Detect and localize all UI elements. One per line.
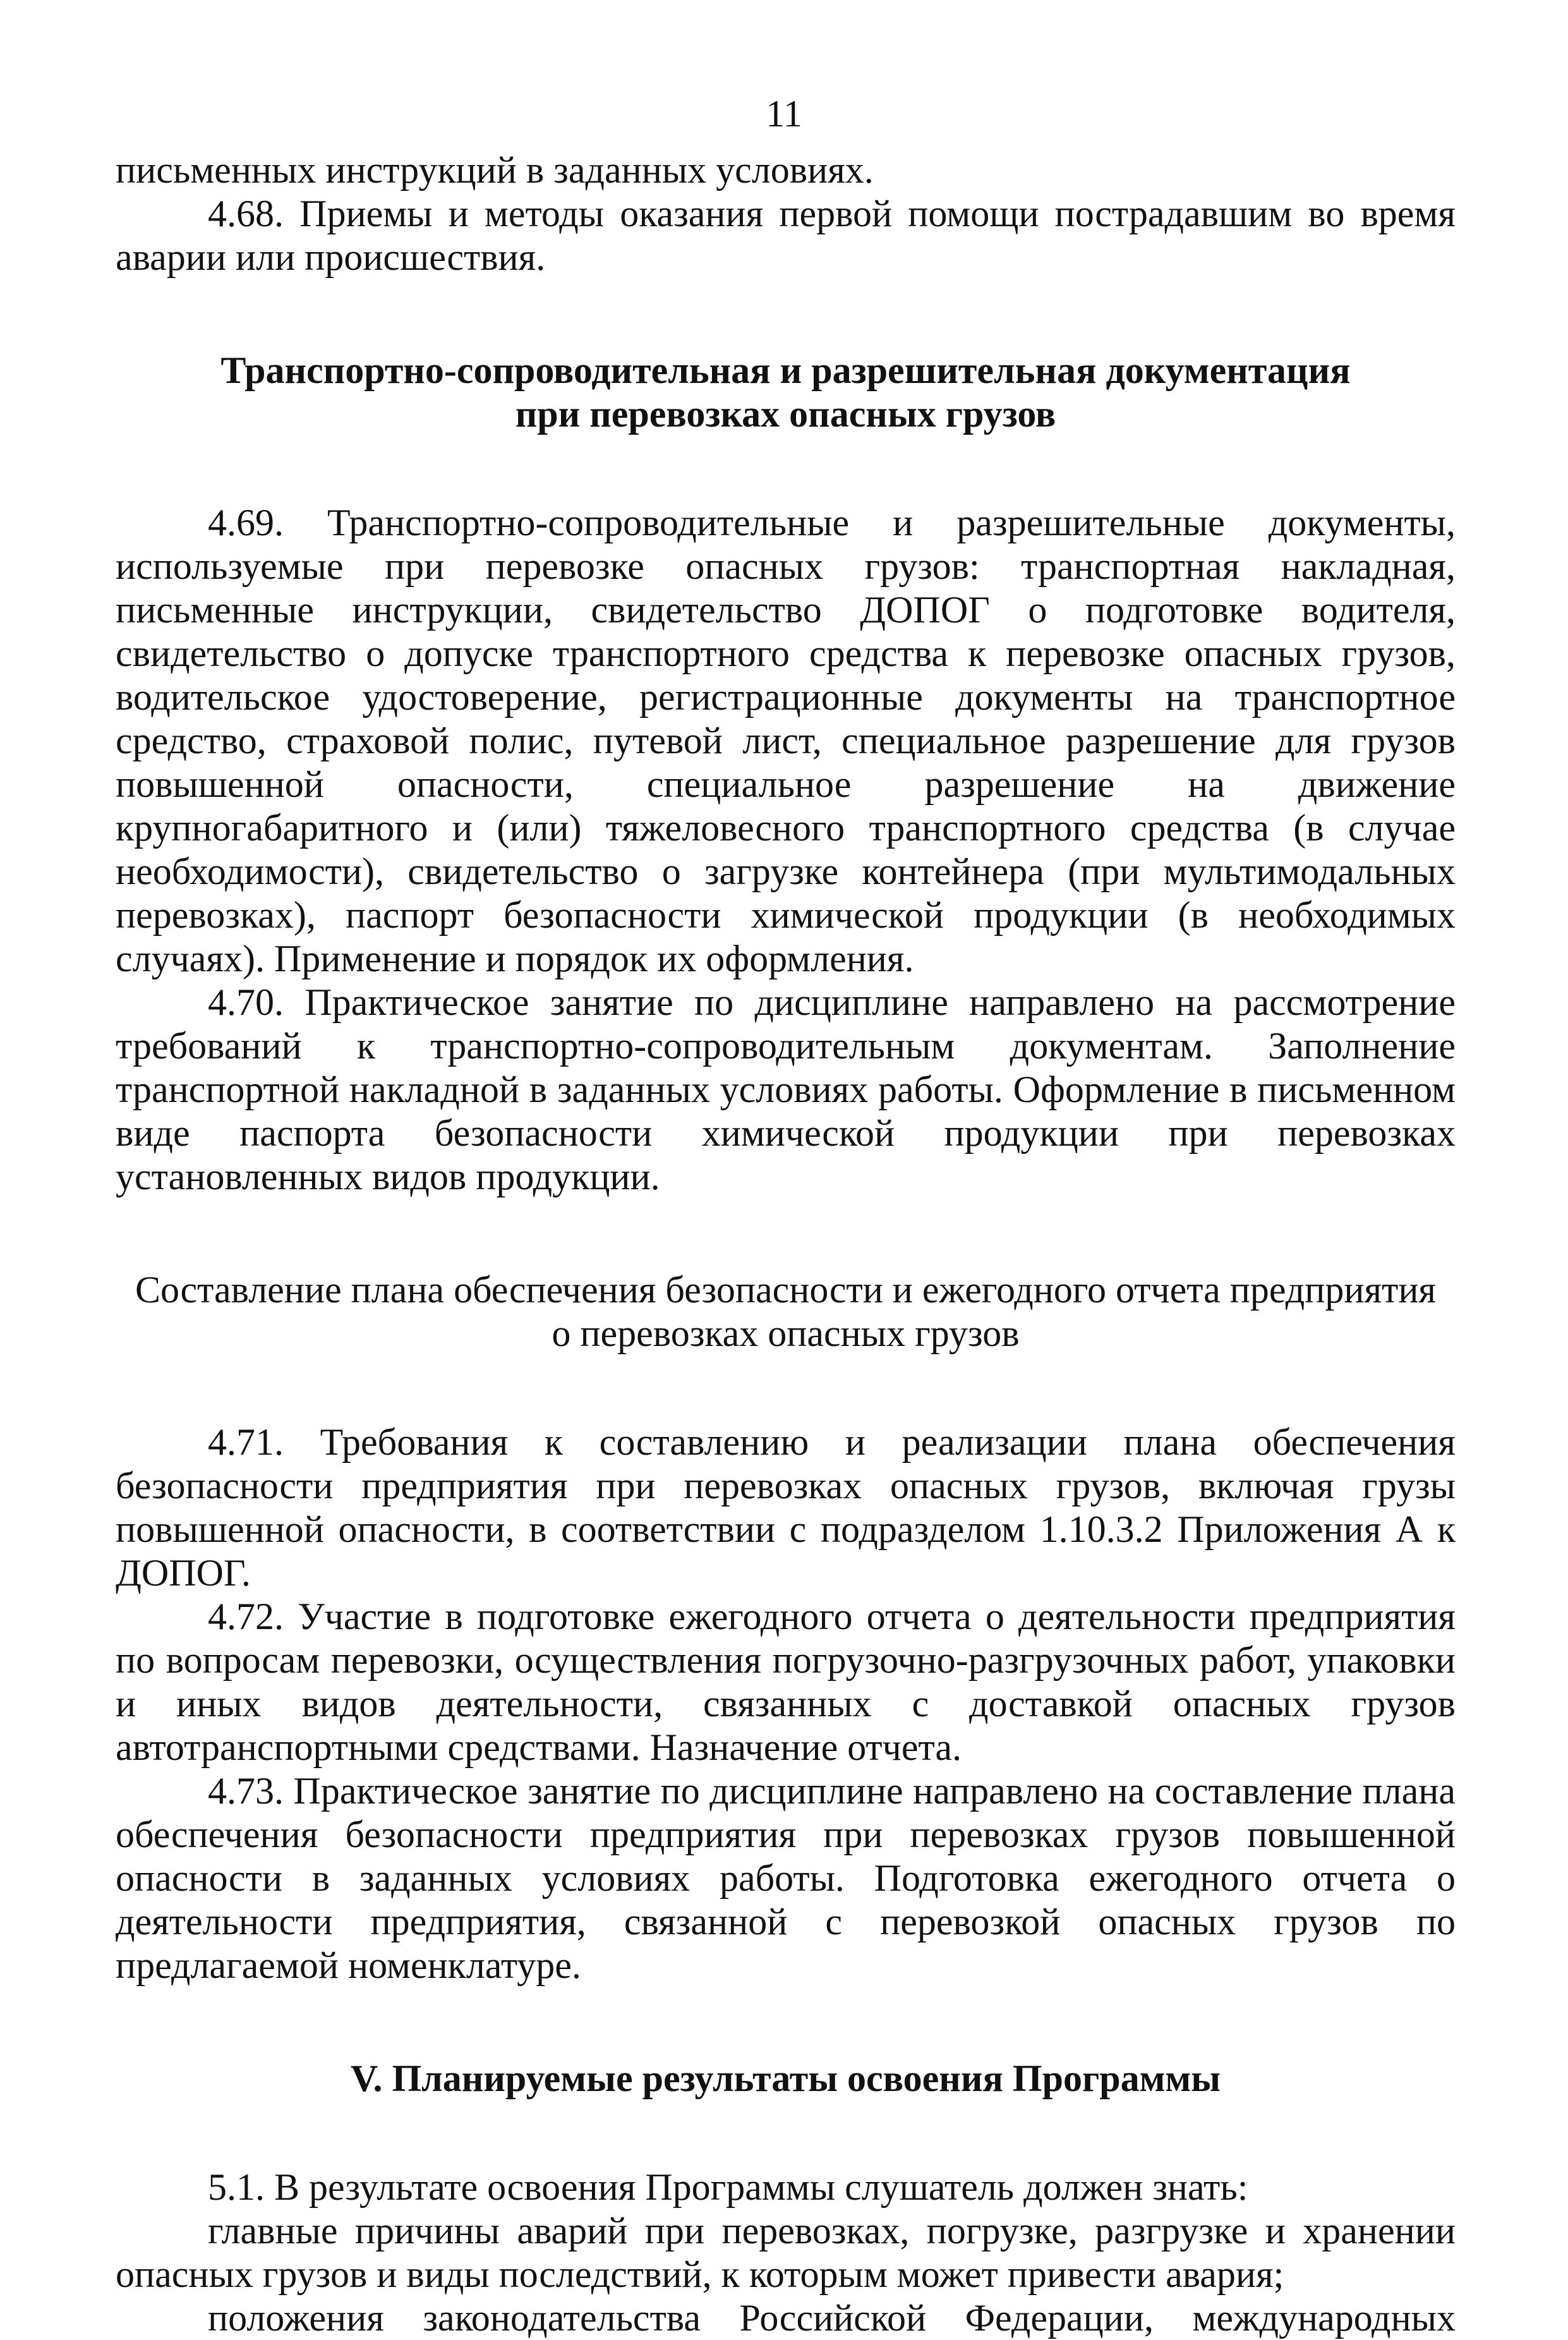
paragraph-4-71: 4.71. Требования к составлению и реализации плана обеспечения безопасности предприятия при перевозках опасных грузов, включая грузы повышенной опасности, в соответствии с подразделом 1.10.3.2 Приложения А к ДОПОГ. [116, 1421, 1456, 1594]
section-heading-line-1: Транспортно-сопроводительная и разрешительная документация [220, 349, 1351, 391]
chapter-heading-results: V. Планируемые результаты освоения Программы [350, 2058, 1221, 2099]
section-heading-line-2: о перевозках опасных грузов [552, 1312, 1020, 1354]
section-heading-transport-documents [116, 349, 1456, 436]
document-body [116, 149, 1456, 2340]
paragraph-5-1-item-accidents: главные причины аварий при перевозках, погрузке, разгрузке и хранении опасных грузов и виды последствий, к которым может привести авария; [116, 2210, 1456, 2295]
paragraph-4-73: 4.73. Практическое занятие по дисциплине направлено на составление плана обеспечения безопасности предприятия при перевозках грузов повышенной опасности в заданных условиях работы. Подготовка ежегодного отчета о деятельности предприятия, связанной с перевозкой опасных грузов по предлагаемой номенклатуре. [116, 1770, 1456, 1986]
section-heading-line-1: Составление плана обеспечения безопасности и ежегодного отчета предприятия [135, 1269, 1437, 1311]
paragraph-4-72: 4.72. Участие в подготовке ежегодного отчета о деятельности предприятия по вопросам перевозки, осуществления погрузочно-разгрузочных работ, упаковки и иных видов деятельности, связанных с доставкой опасных грузов автотранспортными средствами. Назначение отчета. [116, 1596, 1456, 1768]
paragraph-4-68: 4.68. Приемы и методы оказания первой помощи пострадавшим во время аварии или происшествия. [116, 193, 1456, 278]
paragraph-4-70: 4.70. Практическое занятие по дисциплине направлено на рассмотрение требований к транспортно-сопроводительным документам. Заполнение транспортной накладной в заданных условиях работы. Оформление в письменном виде паспорта безопасности химической продукции при перевозках установленных видов продукции. [116, 981, 1456, 1197]
paragraph-5-1: 5.1. В результате освоения Программы слушатель должен знать: [208, 2166, 1248, 2208]
section-heading-line-2: при перевозках опасных грузов [515, 393, 1056, 435]
page-number: 11 [766, 93, 802, 135]
paragraph-4-69: 4.69. Транспортно-сопроводительные и разрешительные документы, используемые при перевозке опасных грузов: транспортная накладная, письменные инструкции, свидетельство ДОПОГ о подготовке водителя, свидетельство о допуске транспортного средства к перевозке опасных грузов, водительское удостоверение, регистрационные документы на транспортное средство, страховой полис, путевой лист, специальное разрешение для грузов повышенной опасности, специальное разрешение на движение крупногабаритного и (или) тяжеловесного транспортного средства (в случае необходимости), свидетельство о загрузке контейнера (при мультимодальных перевозках), паспорт безопасности химической продукции (в необходимых случаях). Применение и порядок их оформления. [116, 502, 1456, 979]
paragraph-5-1-item-legislation: положения законодательства Российской Федерации, международных [208, 2297, 1456, 2339]
section-heading-safety-plan [116, 1268, 1456, 1355]
paragraph-continuation: письменных инструкций в заданных условиях. [116, 149, 874, 191]
